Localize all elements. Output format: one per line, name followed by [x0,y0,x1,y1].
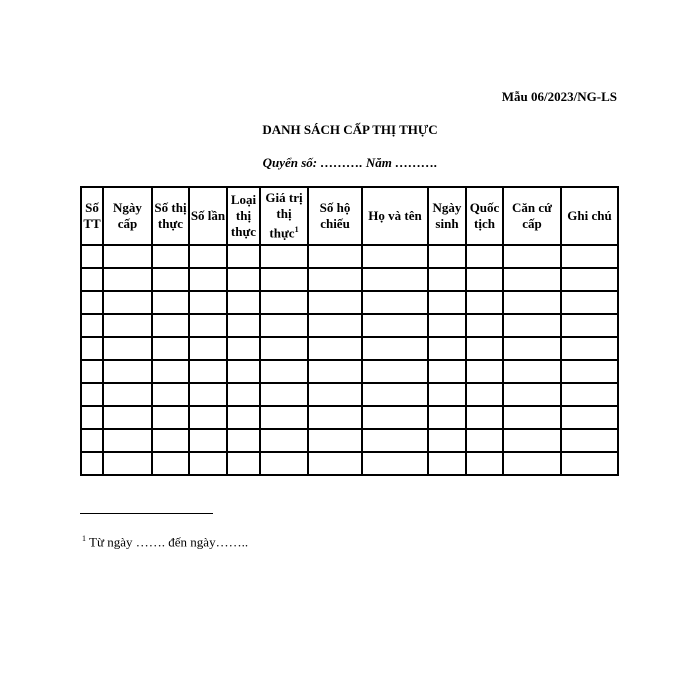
footnote-text: Từ ngày ……. đến ngày…….. [89,534,249,550]
header-loai-thi-thuc: Loại thị thực [227,187,260,245]
table-cell [308,245,362,268]
table-cell [561,337,618,360]
header-footnote-marker: 1 [294,225,299,235]
table-cell [362,383,428,406]
table-cell [81,452,103,475]
header-so-tt: Số TT [81,187,103,245]
header-so-ho-chieu: Số hộ chiếu [308,187,362,245]
table-cell [189,383,227,406]
table-cell [260,360,308,383]
table-row [81,452,618,475]
table-cell [466,383,503,406]
table-cell [362,268,428,291]
table-cell [308,383,362,406]
table-cell [227,314,260,337]
table-cell [503,452,561,475]
table-cell [260,245,308,268]
table-cell [260,291,308,314]
table-cell [103,337,152,360]
table-cell [227,360,260,383]
table-cell [308,291,362,314]
table-cell [561,291,618,314]
table-cell [81,337,103,360]
table-cell [503,360,561,383]
table-cell [466,291,503,314]
header-ngay-cap: Ngày cấp [103,187,152,245]
table-cell [103,360,152,383]
table-cell [152,337,189,360]
table-cell [103,245,152,268]
table-cell [362,406,428,429]
table-cell [428,406,466,429]
table-cell [428,268,466,291]
table-cell [152,268,189,291]
table-cell [428,245,466,268]
table-cell [81,268,103,291]
table-cell [503,337,561,360]
table-cell [466,314,503,337]
table-cell [152,314,189,337]
table-cell [260,452,308,475]
table-header-row [81,187,618,245]
table-cell [189,429,227,452]
table-cell [227,337,260,360]
table-row [81,360,618,383]
table-cell [428,291,466,314]
book-number-line: Quyển số: ………. Năm ………. [262,155,438,170]
table-row [81,245,618,268]
table-cell [189,245,227,268]
form-code: Mẫu 06/2023/NG-LS [501,89,617,104]
footnote [82,534,248,550]
table-cell [428,452,466,475]
table-cell [308,406,362,429]
table-cell [362,337,428,360]
table-cell [503,245,561,268]
table-cell [503,429,561,452]
table-cell [260,268,308,291]
table-row [81,314,618,337]
header-so-thi-thuc: Số thị thực [152,187,189,245]
table-cell [362,452,428,475]
header-ghi-chu: Ghi chú [561,187,618,245]
table-cell [362,245,428,268]
table-row [81,406,618,429]
table-cell [189,406,227,429]
table-cell [227,291,260,314]
table-cell [103,314,152,337]
table-cell [308,429,362,452]
table-cell [561,452,618,475]
table-cell [227,429,260,452]
table-cell [227,452,260,475]
table-cell [362,429,428,452]
table-cell [362,291,428,314]
table-cell [189,452,227,475]
table-cell [81,383,103,406]
table-cell [260,337,308,360]
table-cell [428,383,466,406]
table-cell [308,360,362,383]
table-cell [103,429,152,452]
table-cell [189,360,227,383]
table-cell [152,429,189,452]
table-row [81,383,618,406]
table-row [81,291,618,314]
table-cell [503,268,561,291]
table-cell [466,268,503,291]
visa-issuance-table [80,186,619,476]
table-cell [561,383,618,406]
table-cell [561,268,618,291]
table-cell [428,360,466,383]
table-cell [503,383,561,406]
table-cell [103,383,152,406]
table-cell [561,406,618,429]
table-cell [103,452,152,475]
table-cell [428,337,466,360]
document-title: DANH SÁCH CẤP THỊ THỰC [262,122,438,137]
table-cell [81,314,103,337]
table-cell [362,314,428,337]
table-row [81,429,618,452]
table-cell [189,268,227,291]
table-cell [308,268,362,291]
footnote-divider [80,513,213,514]
header-can-cu-cap: Căn cứ cấp [503,187,561,245]
table-cell [152,360,189,383]
table-cell [227,406,260,429]
table-cell [81,406,103,429]
table-cell [466,245,503,268]
header-ngay-sinh: Ngày sinh [428,187,466,245]
table-cell [503,406,561,429]
header-quoc-tich: Quốc tịch [466,187,503,245]
table-cell [428,314,466,337]
table-cell [503,291,561,314]
table-cell [103,291,152,314]
table-cell [189,291,227,314]
table-cell [152,406,189,429]
table-cell [103,268,152,291]
header-gia-tri-thi-thuc: Giá trị thị thực$^1$ [260,187,308,245]
table-cell [227,268,260,291]
table-cell [308,314,362,337]
table-cell [466,360,503,383]
table-cell [503,314,561,337]
table-cell [561,314,618,337]
footnote-marker: 1 [82,534,86,543]
table-cell [152,383,189,406]
header-ho-va-ten: Họ và tên [362,187,428,245]
table-body [81,245,618,475]
table-cell [152,291,189,314]
table-cell [561,360,618,383]
table-cell [227,383,260,406]
table-cell [81,360,103,383]
table-cell [466,429,503,452]
table-cell [227,245,260,268]
table-cell [81,429,103,452]
table-cell [152,245,189,268]
table-cell [81,245,103,268]
table-cell [308,337,362,360]
table-cell [189,314,227,337]
table-cell [308,452,362,475]
table-cell [260,406,308,429]
table-cell [189,337,227,360]
table-cell [428,429,466,452]
header-so-lan: Số lần [189,187,227,245]
table-cell [260,429,308,452]
table-cell [260,383,308,406]
table-cell [152,452,189,475]
table-cell [103,406,152,429]
table-cell [561,245,618,268]
table-cell [466,406,503,429]
table-cell [466,452,503,475]
table-cell [260,314,308,337]
table-cell [561,429,618,452]
table-row [81,337,618,360]
table-cell [362,360,428,383]
table-cell [466,337,503,360]
table-cell [81,291,103,314]
table-row [81,268,618,291]
